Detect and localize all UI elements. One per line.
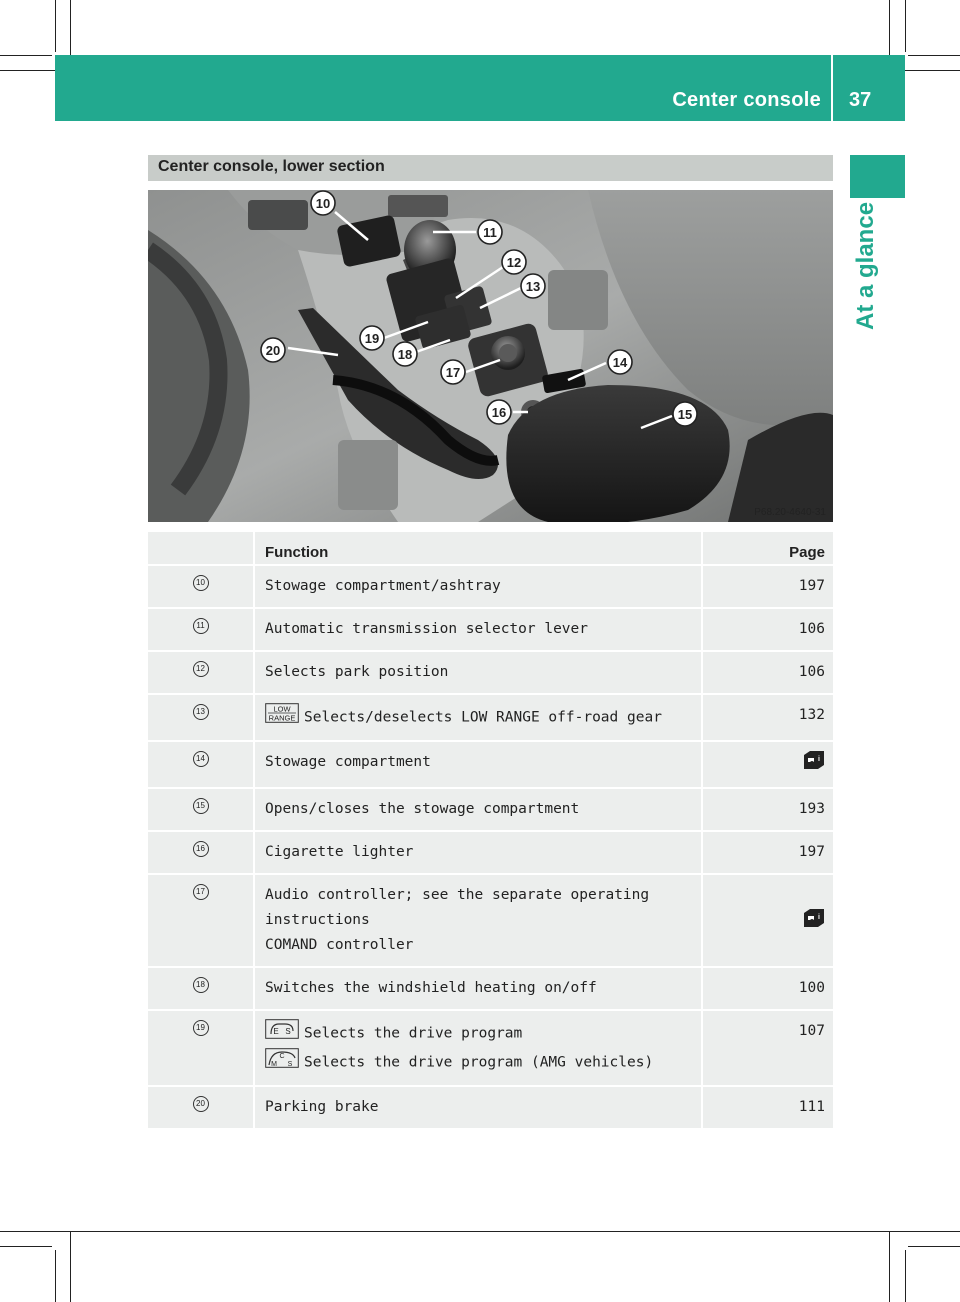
callout-label: 16 [491, 405, 507, 420]
table-row [148, 695, 833, 742]
side-tab [850, 155, 905, 198]
row-function-cell [255, 1087, 701, 1128]
function-line [265, 933, 691, 958]
row-number-cell [148, 695, 253, 740]
table-row [148, 789, 833, 832]
function-line [265, 574, 691, 599]
callout-label: 10 [315, 196, 331, 211]
image-credit: P68.20-4640-31 [754, 507, 826, 518]
svg-text:M: M [271, 1061, 277, 1068]
page-reference: 106 [798, 621, 825, 637]
callout-13 [521, 274, 545, 298]
crop-mark [889, 1231, 890, 1302]
function-line [265, 883, 691, 933]
function-text: Selects park position [265, 664, 449, 680]
row-number: 10 [193, 575, 209, 591]
function-line [265, 660, 691, 685]
table-row [148, 832, 833, 875]
header-cell-blank [148, 532, 253, 564]
svg-text:RANGE: RANGE [268, 713, 296, 723]
function-line [265, 703, 691, 732]
row-page-cell [703, 968, 833, 1009]
function-line [265, 617, 691, 642]
crop-mark [905, 1250, 906, 1302]
row-page-cell [703, 875, 833, 966]
function-text: Cigarette lighter [265, 844, 414, 860]
page-number: 37 [849, 89, 872, 111]
crop-mark [908, 1246, 960, 1247]
row-function-cell [255, 968, 701, 1009]
row-number: 17 [193, 884, 209, 900]
row-function-cell [255, 609, 701, 650]
callout-11 [478, 220, 502, 244]
callout-14 [608, 350, 632, 374]
function-line [265, 840, 691, 865]
row-number-cell [148, 968, 253, 1009]
drive-program-es-icon [265, 1019, 299, 1048]
function-text: Automatic transmission selector lever [265, 621, 589, 637]
row-function-cell [255, 566, 701, 607]
row-number: 20 [193, 1096, 209, 1112]
page-reference: 111 [798, 1099, 825, 1115]
callout-16 [487, 400, 511, 424]
row-page-cell [703, 1087, 833, 1128]
callout-19 [360, 326, 384, 350]
page-reference: 132 [798, 707, 825, 723]
svg-text:S: S [287, 1061, 293, 1068]
crop-mark [70, 1231, 71, 1302]
svg-text:i: i [818, 914, 820, 921]
row-function-cell [255, 789, 701, 830]
callout-12 [502, 250, 526, 274]
table-header-row [148, 532, 833, 566]
callout-label: 19 [364, 331, 380, 346]
side-label: At a glance [852, 201, 879, 330]
row-page-cell [703, 1011, 833, 1085]
row-number: 16 [193, 841, 209, 857]
svg-text:LOW: LOW [273, 704, 291, 714]
table-row [148, 968, 833, 1011]
svg-text:S: S [285, 1027, 291, 1036]
callout-label: 20 [265, 343, 281, 358]
function-line [265, 750, 691, 775]
table-row [148, 566, 833, 609]
table-row [148, 875, 833, 968]
row-number-cell [148, 742, 253, 787]
callout-label: 11 [483, 225, 497, 240]
crop-mark [0, 55, 52, 56]
row-number: 14 [193, 751, 209, 767]
callout-label: 17 [445, 365, 461, 380]
section-heading [148, 155, 833, 181]
page-header [55, 55, 905, 121]
page-reference: 197 [798, 844, 825, 860]
table-row [148, 652, 833, 695]
row-number: 12 [193, 661, 209, 677]
function-table [148, 532, 833, 1130]
function-text: COMAND controller [265, 937, 414, 953]
function-text: Selects/deselects LOW RANGE off-road gear [304, 709, 662, 726]
row-function-cell [255, 875, 701, 966]
function-line [265, 1048, 691, 1077]
row-page-cell [703, 566, 833, 607]
function-line [265, 1095, 691, 1120]
row-page-cell [703, 652, 833, 693]
function-text: Switches the windshield heating on/off [265, 980, 597, 996]
row-number-cell [148, 609, 253, 650]
callout-label: 14 [612, 355, 628, 370]
page-reference: 106 [798, 664, 825, 680]
function-text: Selects the drive program [304, 1025, 523, 1042]
crop-mark [55, 1250, 56, 1302]
svg-text:i: i [818, 756, 820, 763]
table-row [148, 1011, 833, 1087]
svg-text:C: C [279, 1053, 285, 1060]
page-reference: 197 [798, 578, 825, 594]
table-row [148, 609, 833, 652]
center-console-photo [148, 190, 833, 522]
row-page-cell [703, 609, 833, 650]
low-range-icon [265, 703, 299, 732]
header-page: Page [703, 532, 833, 564]
function-line [265, 1019, 691, 1048]
page-reference: 107 [798, 1023, 825, 1039]
callout-17 [441, 360, 465, 384]
page-reference: 193 [798, 801, 825, 817]
section-heading-text: Center console, lower section [158, 158, 385, 175]
row-number-cell [148, 789, 253, 830]
row-page-cell [703, 695, 833, 740]
row-number-cell [148, 1011, 253, 1085]
row-number: 11 [193, 618, 209, 634]
crop-mark [908, 55, 960, 56]
row-number: 19 [193, 1020, 209, 1036]
row-number: 15 [193, 798, 209, 814]
table-row [148, 1087, 833, 1130]
callout-label: 18 [397, 347, 413, 362]
function-text: Stowage compartment [265, 754, 431, 770]
row-number: 13 [193, 704, 209, 720]
manual-reference-icon [803, 908, 825, 937]
callout-label: 13 [525, 279, 541, 294]
row-number-cell [148, 566, 253, 607]
row-number-cell [148, 832, 253, 873]
header-divider [831, 55, 833, 121]
function-text: Opens/closes the stowage compartment [265, 801, 580, 817]
function-line [265, 797, 691, 822]
crop-mark [0, 1231, 960, 1232]
table-body [148, 566, 833, 1130]
spacer [711, 883, 825, 908]
row-number-cell [148, 1087, 253, 1128]
function-text: Stowage compartment/ashtray [265, 578, 501, 594]
drive-program-cms-icon [265, 1048, 299, 1077]
callout-label: 15 [677, 407, 693, 422]
callout-15 [673, 402, 697, 426]
callout-10 [311, 191, 335, 215]
function-line [265, 976, 691, 1001]
header-function: Function [255, 532, 701, 564]
row-page-cell [703, 832, 833, 873]
row-function-cell [255, 832, 701, 873]
function-text: Selects the drive program (AMG vehicles) [304, 1054, 654, 1071]
crop-mark [905, 0, 906, 52]
manual-reference-icon [803, 750, 825, 779]
svg-text:E: E [273, 1027, 279, 1036]
row-page-cell [703, 789, 833, 830]
row-number: 18 [193, 977, 209, 993]
table-row [148, 742, 833, 789]
crop-mark [0, 1246, 52, 1247]
row-function-cell [255, 695, 701, 740]
callout-18 [393, 342, 417, 366]
callout-label: 12 [506, 255, 522, 270]
page-reference: 100 [798, 980, 825, 996]
row-page-cell [703, 742, 833, 787]
crop-mark [55, 0, 56, 52]
function-text: Parking brake [265, 1099, 379, 1115]
row-number-cell [148, 652, 253, 693]
row-function-cell [255, 742, 701, 787]
callout-20 [261, 338, 285, 362]
row-number-cell [148, 875, 253, 966]
chapter-title: Center console [672, 89, 821, 111]
row-function-cell [255, 652, 701, 693]
function-text: Audio controller; see the separate operating instructions [265, 887, 650, 928]
row-function-cell [255, 1011, 701, 1085]
